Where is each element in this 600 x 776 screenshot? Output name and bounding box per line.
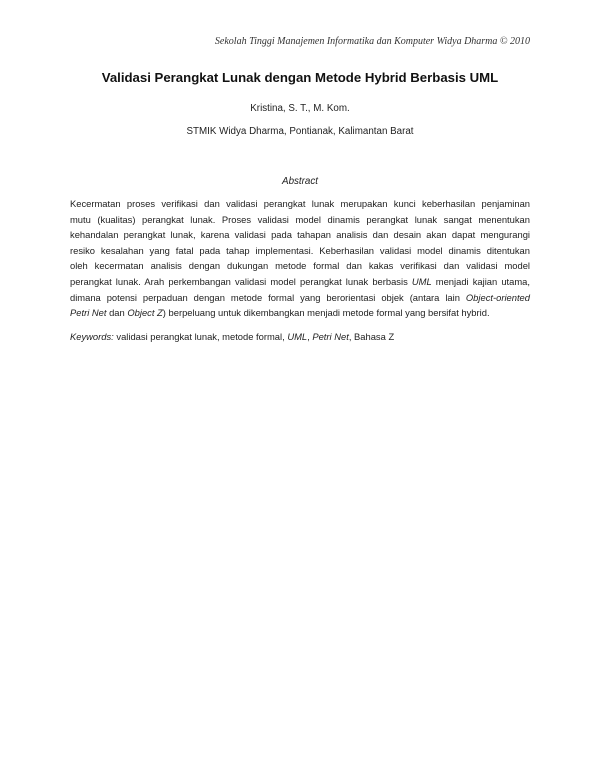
abstract-line-7 (70, 290, 530, 306)
keywords-text: validasi perangkat lunak, metode formal, (116, 331, 285, 342)
abstract-line-3: kehandalan perangkat lunak, karena validasi pada tahapan analisis dan desain akan dapat mengurangi (70, 229, 530, 241)
keywords-sep: , (307, 331, 310, 342)
abstract-line-6 (70, 274, 530, 290)
abstract-term-object-z: Object Z (127, 307, 163, 319)
abstract-heading: Abstract (282, 176, 318, 187)
keywords-label: Keywords: (70, 331, 114, 342)
abstract-line-8 (70, 305, 530, 321)
abstract-text: dimana potensi perpaduan dengan metode formal yang berorientasi objek (antara lain (70, 291, 460, 303)
affiliation-line: STMIK Widya Dharma, Pontianak, Kalimantan Barat (186, 126, 414, 137)
abstract-line-2: mutu (kualitas) perangkat lunak. Proses validasi model dinamis perangkat lunak sangat menentukan (70, 213, 530, 225)
abstract-line-4: resiko kesalahan yang fatal pada tahap implementasi. Keberhasilan validasi model dinamis ditentukan (70, 244, 530, 256)
abstract-text: menjadi kajian utama, (435, 275, 530, 287)
paper-title: Validasi Perangkat Lunak dengan Metode Hybrid Berbasis UML (101, 70, 499, 85)
keywords-text-rest: , Bahasa Z (348, 331, 395, 342)
keyword-uml: UML (287, 331, 308, 342)
keyword-petri-net: Petri Net (312, 331, 349, 342)
abstract-text: dan (109, 307, 125, 319)
abstract-term-oo: Object-oriented (465, 291, 530, 303)
abstract-text: perangkat lunak. Arah perkembangan validasi model perangkat lunak berbasis (70, 275, 408, 287)
abstract-line-5: oleh kecermatan analisis dengan dukungan metode formal dan kakas verifikasi dan validasi model (70, 260, 530, 272)
abstract-term-uml: UML (411, 275, 432, 287)
keywords-line (70, 331, 530, 342)
running-header: Sekolah Tinggi Manajemen Informatika dan Komputer Widya Dharma © 2010 (214, 36, 530, 47)
abstract-term-petri-net: Petri Net (70, 307, 107, 319)
abstract-body (70, 196, 530, 321)
abstract-text: ) berpeluang untuk dikembangkan menjadi metode formal yang bersifat hybrid. (162, 307, 490, 319)
author-line: Kristina, S. T., M. Kom. (250, 103, 350, 114)
abstract-line-1: Kecermatan proses verifikasi dan validasi perangkat lunak merupakan kunci keberhasilan penjaminan (70, 198, 530, 209)
